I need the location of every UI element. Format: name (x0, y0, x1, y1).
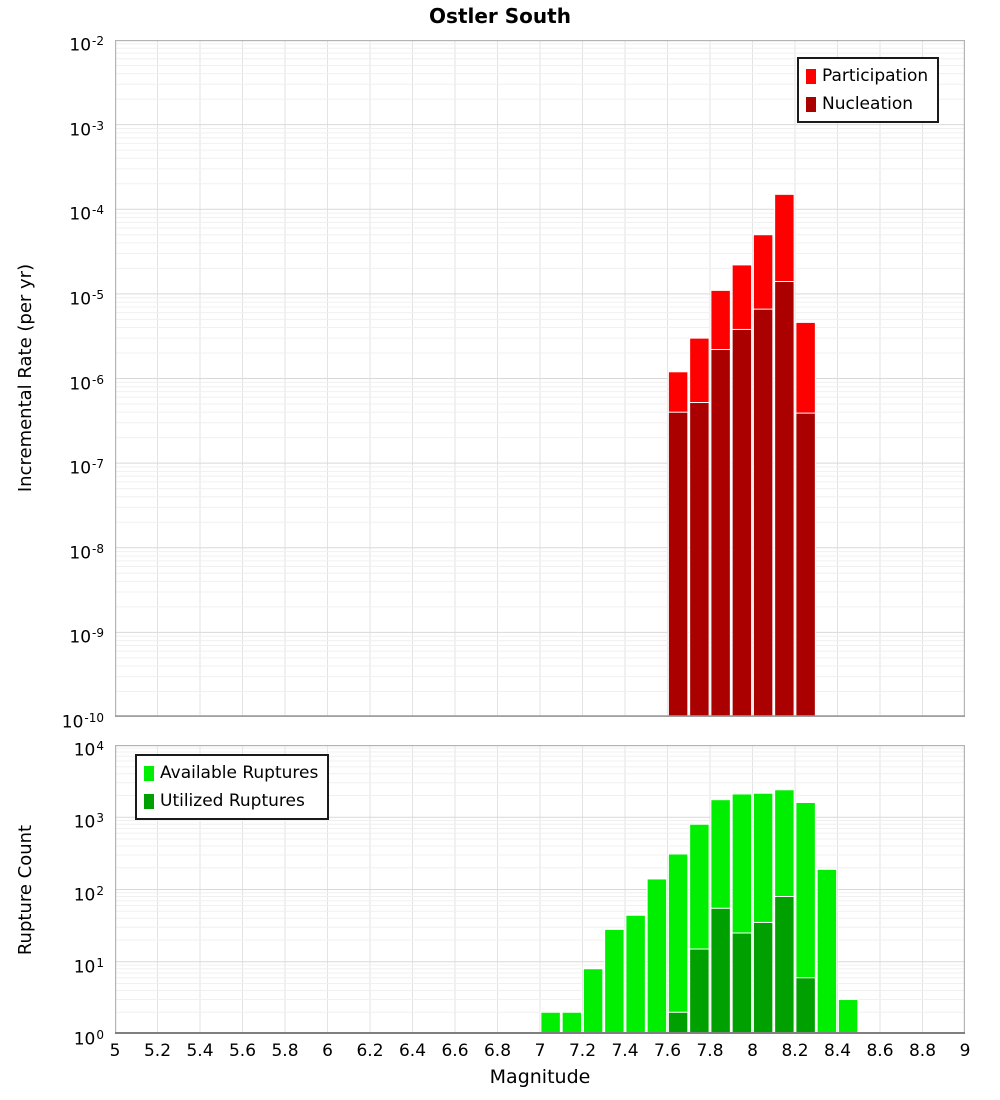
y-tick-label: $10^3$ (73, 811, 104, 833)
bar-available-ruptures (626, 915, 645, 1034)
legend-marker-participation-icon (806, 69, 816, 84)
y-tick-label: $10^{-7}$ (69, 457, 104, 479)
count-legend (135, 754, 329, 820)
bar-nucleation (668, 412, 687, 717)
legend-marker-available-ruptures-icon (144, 766, 154, 781)
x-tick-label: 8.6 (866, 1041, 894, 1061)
bar-available-ruptures (605, 929, 624, 1034)
x-axis-label: Magnitude (489, 1066, 591, 1088)
y-tick-label: $10^{-6}$ (69, 372, 104, 395)
bar-available-ruptures (838, 1000, 857, 1034)
rate-chart (115, 40, 965, 717)
legend-item-nucleation (806, 90, 928, 118)
y-tick-label: $10^{-2}$ (69, 34, 104, 56)
bar-nucleation (711, 350, 730, 717)
y-tick-label: $10^{-8}$ (69, 541, 104, 564)
bar-utilized-ruptures (753, 922, 772, 1034)
legend-item-available-ruptures (144, 759, 318, 787)
legend-label: Available Ruptures (160, 763, 319, 783)
x-tick-label: 9 (959, 1041, 971, 1061)
rate-legend (797, 57, 939, 123)
legend-label: Participation (822, 66, 929, 86)
y-tick-label: $10^{-9}$ (69, 626, 104, 649)
x-tick-label: 7.6 (653, 1041, 682, 1061)
y-axis-label-rate: Incremental Rate (per yr) (15, 263, 36, 493)
bar-available-ruptures (583, 969, 602, 1034)
bar-utilized-ruptures (775, 897, 794, 1035)
x-tick-label: 5.8 (271, 1041, 299, 1061)
x-tick-label: 6.4 (398, 1041, 427, 1061)
legend-item-participation (806, 62, 928, 90)
y-tick-label: $10^{-5}$ (69, 287, 104, 310)
bar-available-ruptures (541, 1012, 560, 1034)
x-tick-label: 5 (109, 1041, 121, 1061)
x-tick-label: 5.4 (186, 1041, 214, 1061)
x-tick-label: 6.8 (483, 1041, 512, 1061)
bar-utilized-ruptures (796, 978, 815, 1034)
legend-marker-utilized-ruptures-icon (144, 794, 154, 809)
x-tick-label: 6.2 (356, 1041, 384, 1061)
y-tick-label: $10^1$ (73, 955, 104, 978)
bar-utilized-ruptures (690, 949, 709, 1034)
x-tick-label: 8.2 (781, 1041, 809, 1061)
x-tick-label: 8 (747, 1041, 758, 1061)
legend-label: Utilized Ruptures (160, 791, 305, 811)
legend-marker-nucleation-icon (806, 97, 816, 112)
bar-available-ruptures (817, 869, 836, 1034)
bar-available-ruptures (647, 879, 666, 1034)
x-tick-label: 7.4 (611, 1041, 639, 1061)
chart-title: Ostler South (429, 4, 571, 28)
legend-item-utilized-ruptures (144, 787, 318, 815)
bar-available-ruptures (668, 854, 687, 1034)
y-tick-label: $10^4$ (73, 739, 104, 761)
y-tick-label: $10^{-4}$ (69, 203, 104, 225)
x-tick-label: 6.6 (441, 1041, 469, 1061)
bar-nucleation (753, 309, 772, 717)
x-tick-label: 7.8 (696, 1041, 724, 1061)
y-tick-label: $10^{-10}$ (61, 711, 104, 733)
bar-nucleation (690, 403, 709, 717)
x-tick-label: 7.2 (568, 1041, 597, 1061)
x-tick-label: 8.8 (908, 1041, 937, 1061)
bar-nucleation (796, 413, 815, 717)
legend-label: Nucleation (822, 94, 914, 114)
bar-utilized-ruptures (668, 1012, 687, 1034)
bar-utilized-ruptures (711, 908, 730, 1034)
y-axis-label-count: Rupture Count (15, 824, 36, 956)
y-tick-label: $10^2$ (73, 883, 104, 906)
x-tick-label: 6 (322, 1041, 333, 1061)
bar-nucleation (732, 329, 751, 717)
x-tick-label: 5.6 (228, 1041, 257, 1061)
bar-available-ruptures (562, 1012, 581, 1034)
bar-nucleation (775, 282, 794, 717)
y-tick-label: $10^0$ (73, 1028, 104, 1050)
x-tick-label: 7 (534, 1041, 546, 1061)
x-tick-label: 5.2 (143, 1041, 172, 1061)
x-tick-label: 8.4 (823, 1041, 852, 1061)
bar-utilized-ruptures (732, 933, 751, 1034)
y-tick-label: $10^{-3}$ (69, 118, 104, 141)
